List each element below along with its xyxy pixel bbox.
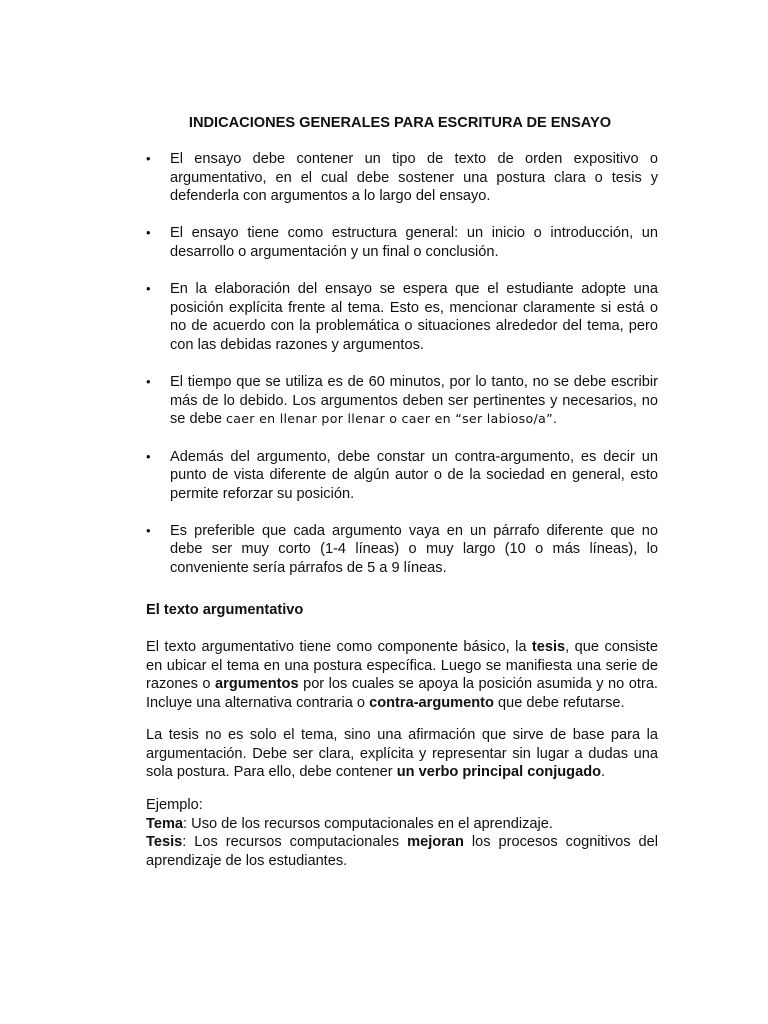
bold-term: tesis <box>531 639 566 655</box>
list-item-text: El ensayo tiene como estructura general: un inicio o introducción, un desarrollo o argumentación y un final o conclusión. <box>170 225 658 260</box>
bold-term: argumentos <box>215 676 299 693</box>
paragraph-text: La tesis no es solo el tema, sino una afirmación que sirve de base para la argumentación. Debe ser clara, explícita y representar sin lugar a dudas una sola postura. Para ello, debe contener <box>146 727 658 781</box>
list-item-text: Además del argumento, debe constar un contra-argumento, es decir un punto de vista diferente de algún autor o de la sociedad en general, esto permite reforzar su posición. <box>170 448 658 502</box>
bold-term: mejoran <box>407 834 464 851</box>
list-item <box>146 224 658 261</box>
list-item <box>146 280 658 354</box>
paragraph-text: por los cuales se apoya la posición asumida y no otra. Incluye una alternativa contraria o <box>146 676 658 711</box>
paragraph-text: . <box>601 764 606 781</box>
example-intro: Ejemplo: <box>146 797 203 813</box>
paragraph-thesis-definition <box>146 638 658 712</box>
example-tesis-text: los procesos cognitivos del aprendizaje de los estudiantes. <box>146 834 658 869</box>
bullet-icon: • <box>146 151 151 166</box>
example-tema-label: Tema <box>146 815 184 832</box>
bullet-icon: • <box>146 448 151 464</box>
list-item-text: En la elaboración del ensayo se espera que el estudiante adopte una posición explícita frente al tema. Esto es, mencionar claramente si está o no de acuerdo con la problemática o situaciones alrededor del tema, pero con las debidas razones y argumentos. <box>170 281 658 353</box>
list-item-text-tail: caer en llenar por llenar o caer en “ser labioso/a”. <box>226 411 558 427</box>
list-item <box>146 373 658 429</box>
list-item-text-main: El tiempo que se utiliza es de 60 minutos, por lo tanto, no se debe escribir más de lo debido. Los argumentos deben ser pertinentes y necesarios, no se debe <box>170 374 658 428</box>
example-tesis-text: : Los recursos computacionales <box>182 834 408 851</box>
list-item <box>146 150 658 206</box>
example-tema-line <box>146 815 658 834</box>
bold-term: contra-argumento <box>369 694 494 711</box>
example-tesis-line <box>146 833 658 870</box>
bullet-icon: • <box>146 225 151 241</box>
paragraph-text: que debe refutarse. <box>493 694 625 711</box>
section-heading: El texto argumentativo <box>146 602 304 618</box>
bullet-icon: • <box>146 374 151 390</box>
list-item <box>146 522 658 578</box>
list-item <box>146 448 658 504</box>
example-tesis-label: Tesis <box>146 834 183 851</box>
list-item-text <box>170 373 658 429</box>
example-block <box>146 796 658 870</box>
bullet-icon: • <box>146 522 151 538</box>
document-title: INDICACIONES GENERALES PARA ESCRITURA DE ENSAYO <box>188 115 612 131</box>
bullet-icon: • <box>146 281 151 297</box>
paragraph-thesis-requirements <box>146 726 658 782</box>
bold-term: un verbo principal conjugado <box>396 764 602 781</box>
example-tema-text: : Uso de los recursos computacionales en el aprendizaje. <box>183 815 553 832</box>
guidelines-list <box>146 150 658 596</box>
paragraph-text: El texto argumentativo tiene como componente básico, la <box>146 639 532 655</box>
list-item-text: El ensayo debe contener un tipo de texto de orden expositivo o argumentativo, en el cual debe sostener una postura clara o tesis y defenderla con argumentos a lo largo del ensayo. <box>170 151 658 205</box>
list-item-text: Es preferible que cada argumento vaya en un párrafo diferente que no debe ser muy corto (1-4 líneas) o muy largo (10 o más líneas), lo conveniente sería párrafos de 5 a 9 líneas. <box>170 522 658 577</box>
paragraph-text: , que consiste en ubicar el tema en una postura específica. Luego se manifiesta una serie de razones o <box>146 639 658 693</box>
